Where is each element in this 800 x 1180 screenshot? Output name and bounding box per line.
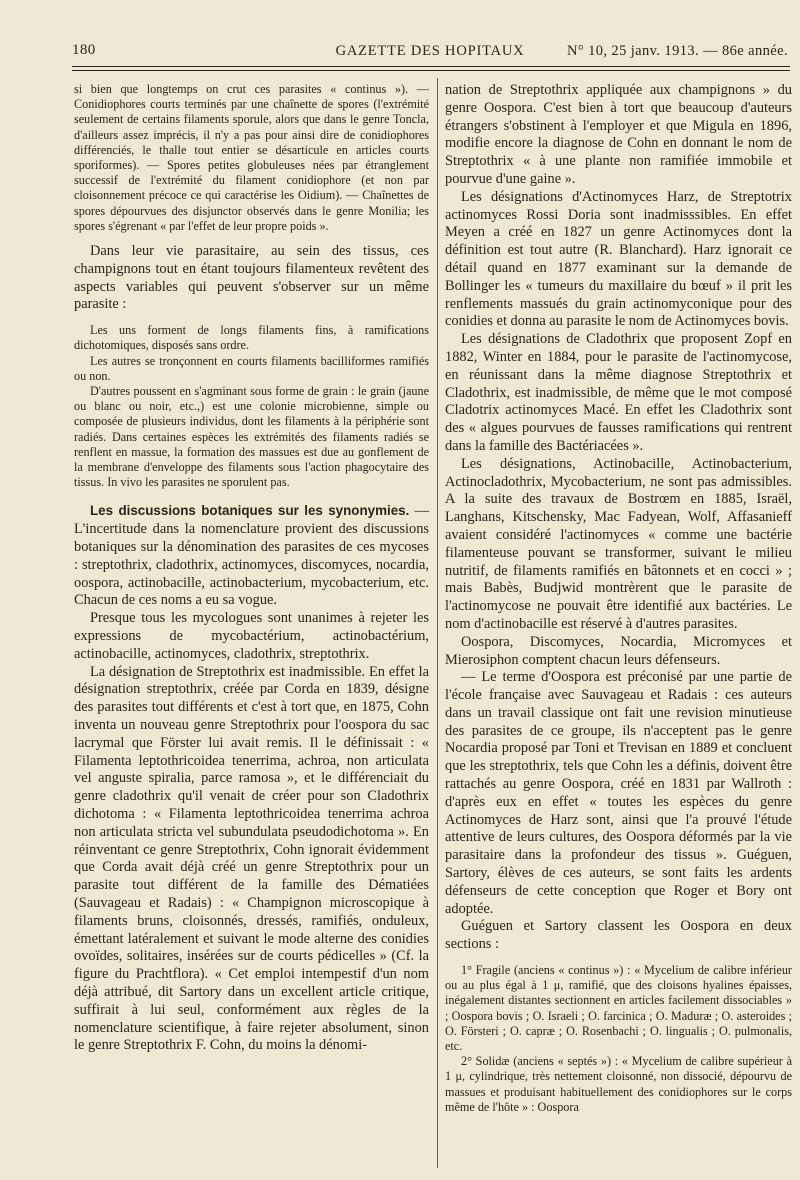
section-title: Les discussions botaniques sur les synonymies. <box>90 503 410 519</box>
paragraph: Oospora, Discomyces, Nocardia, Micromyces et Mierosiphon comptent chacun leurs défenseurs. <box>445 633 792 668</box>
paragraph: Les autres se tronçonnent en courts filaments bacilliformes ramifiés ou non. <box>74 353 429 383</box>
paragraph: D'autres poussent en s'agminant sous forme de grain : le grain (jaune ou blanc ou noir, etc.,) est une colonie microbienne, simple ou composée de plusieurs individus, dont les filaments à la périphérie sont radiés. Dans certaines espèces les extrémités des filaments radiés se renflent en massue, la formation des massues est due au gonflement de la membrane d'enveloppe des filaments sous l'action phagocytaire des tissus. In vivo les parasites ne sporulent pas. <box>74 384 429 490</box>
list-item: 1° Fragile (anciens « continus ») : « Mycelium de calibre inférieur ou au plus égal à 1 μ, ramifié, que des cloisons hyalines épaisses, inégalement distantes sectionnent en articles facilement dissociables » ; Oospora bovis ; O. Israeli ; O. farcinica ; O. Maduræ ; O. asteroides ; O. Försteri ; O. capræ ; O. Rosenbachi ; O. lingualis ; O. pulmonalis, etc. <box>445 963 792 1054</box>
right-column <box>445 82 792 1115</box>
left-column <box>74 82 429 1055</box>
issue-info: N° 10, 25 janv. 1913. — 86e année. <box>566 43 788 59</box>
paragraph: Les désignations d'Actinomyces Harz, de Streptotrix actinomyces Rossi Doria sont inadmisssibles. En effet Meyen a créé en 1827 un genre Actinomyces dont la définition est tout autre (R. Blanchard). Harz ignorait ce détail quand en 1877 examinant sur la demande de Bollinger les « tumeurs du maxillaire du bœuf » il prit les renflements massués du grain actinomyconique pour des conidies et donna au parasite le nom de Actinomyces bovis. <box>445 188 792 330</box>
list-item: 2° Solidæ (anciens « septés ») : « Mycelium de calibre supérieur à 1 μ, cylindrique, très nettement cloisonné, non dissocié, dépourvu de massues et produisant habituellement des conidiophores sur le corps même de l'hôte » : Oospora <box>445 1054 792 1114</box>
paragraph: si bien que longtemps on crut ces parasites « continus »). — Conidiophores courts terminés par une chaînette de spores (l'extrémité seulement de certains filaments sporule, alors que dans le genre Toncla, d'ailleurs assez imprécis, il n'y a pas pour ainsi dire de conidiophores différenciés, le thalle tout entier se désarticule en articles courts sporiformes). — Spores petites globuleuses nées par étranglement successif de l'extrémité du filament conidiophore (et non par cloisonnement précoce ce qui caractérise les Oidium). — Chaînettes de spores dépourvues des disjunctor observés dans le genre Monilia; les spores s'égrenant « par l'effet de leur propre poids ». <box>74 82 429 233</box>
paragraph: Guéguen et Sartory classent les Oospora en deux sections : <box>445 918 792 953</box>
paragraph: Presque tous les mycologues sont unanimes à rejeter les expressions de mycobactérium, actinobactérium, actinobacille, actinomyces, cladothrix, streptothrix. <box>74 610 429 662</box>
running-header <box>72 40 788 64</box>
header-rule-thin <box>72 70 790 71</box>
paragraph: Les désignations, Actinobacille, Actinobacterium, Actinocladothrix, Mycobacterium, ne sont pas admissibles. A la suite des travaux de Bostrœm en 1885, Israël, Langhans, Kitschensky, Mac Fadyean, Wolf, Affasanieff avaient considéré l'actinomyces « comme une bactérie filamenteuse pouvant se transformer, suivant le milieu nutritif, de filaments ramifiés en bâtonnets et en cocci » ; mais Babès, Budjwid montrèrent que le parasite de l'actinomycose ne pouvait être identifié aux bactéries. Le nom d'actinobacille est réservé à d'autres parasites. <box>445 455 792 632</box>
column-divider <box>437 78 438 1168</box>
section-paragraph <box>74 502 429 610</box>
section-text: — L'incertitude dans la nomenclature provient des discussions botaniques sur la dénomination des parasites de ces mycoses : streptothrix, cladothrix, actinomyces, discomyces, nocardia, oospora, actinobacille, actinobacterium, mycobacterium, etc. Chacun de ces noms a eu sa vogue. <box>74 503 429 609</box>
paragraph: Les désignations de Cladothrix que proposent Zopf en 1882, Winter en 1884, pour le parasite de l'actinomycose, en réunissant dans la même diagnose Streptothrix et Cladothrix, est inadmissible, de même que le mot composé Cladotrix actinomyces Macé. En effet les Cladothrix sont des « algues pourvues de fausses ramifications qui rentrent dans la famille des Bactériacées ». <box>445 331 792 454</box>
journal-title: GAZETTE DES HOPITAUX <box>335 43 525 59</box>
header-rule <box>72 66 790 67</box>
paragraph: La désignation de Streptothrix est inadmissible. En effet la désignation streptothrix, créée par Corda en 1839, désigne des parasites tout différents et c'est à tort que, en 1875, Cohn inventa un nouveau genre Streptothrix pour l'oospora du sac lacrymal que Förster lui avait remis. Il le définissait : « Filamenta leptothricoidea tenerrima, achroa, non articulata vel anguste spiralia, parce ramosa », et le différenciait du genre cladothrix qu'il venait de créer pour son Cladothrix dichotoma : « Filamenta leptothricoidea tenerrima achroa non articulata stricta vel subundulata pseudodichotoma ». En réinventant ce genre Streptothrix, Cohn ignorait évidemment que Corda avait déjà créé un genre Streptothrix pour un parasite tout différent de la famille des Dématiées (Sauvageau et Radais) : « Champignon microscopique à filaments bruns, cloisonnés, dressés, ramifiés, onduleux, émettant latéralement et suivant le mode alterne des conidies ovoïdes, solitaires, insérées sur de courts pédicelles » (Cf. la figure du Prachtflora). « Cet emploi intempestif d'un nom déjà attribué, dit Sartory dans un excellent article critique, suffirait à lui seul, conformément aux règles de la nomenclature scientifique, à faire rejeter absolument, sinon le genre Streptothrix F. Cohn, du moins la dénomi- <box>74 663 429 1054</box>
paragraph: Dans leur vie parasitaire, au sein des tissus, ces champignons tout en étant toujours filamenteux revêtent des aspects variables qui peuvent s'observer sur un même parasite : <box>74 243 429 313</box>
paragraph: nation de Streptothrix appliquée aux champignons » du genre Oospora. C'est bien à tort que beaucoup d'auteurs étrangers s'obstinent à l'employer et que Migula en 1896, modifie encore la diagnose de Cohn en donnant le nom de Streptothrix « à une plante non ramifiée immobile et pourvue d'une gaine ». <box>445 82 792 187</box>
paragraph: — Le terme d'Oospora est préconisé par une partie de l'école française avec Sauvageau et Radais : ces auteurs dans un travail classique ont fait une revision minutieuse des parasites de ce groupe, ils n'acceptent pas le genre Nocardia proposé par Toni et Trevisan en 1889 et concluent que les streptothrix, tels que Cohn les a définis, doivent être rattachés au genre Oospora, créé en 1831 par Wallroth : d'après eux en effet « toutes les espèces du genre Actinomyces de Harz sont, ainsi que l'a prouvé l'étude attentive de leurs cultures, des Oospora déformés par la vie parasitaire dans la profondeur des tissus ». Guéguen, Sartory, élèves de ces auteurs, se sont faits les ardents défenseurs de cette conception que Roger et Bory ont adoptée. <box>445 669 792 917</box>
page-number: 180 <box>72 42 96 58</box>
paragraph: Les uns forment de longs filaments fins, à ramifications dichotomiques, disposés sans ordre. <box>74 323 429 353</box>
